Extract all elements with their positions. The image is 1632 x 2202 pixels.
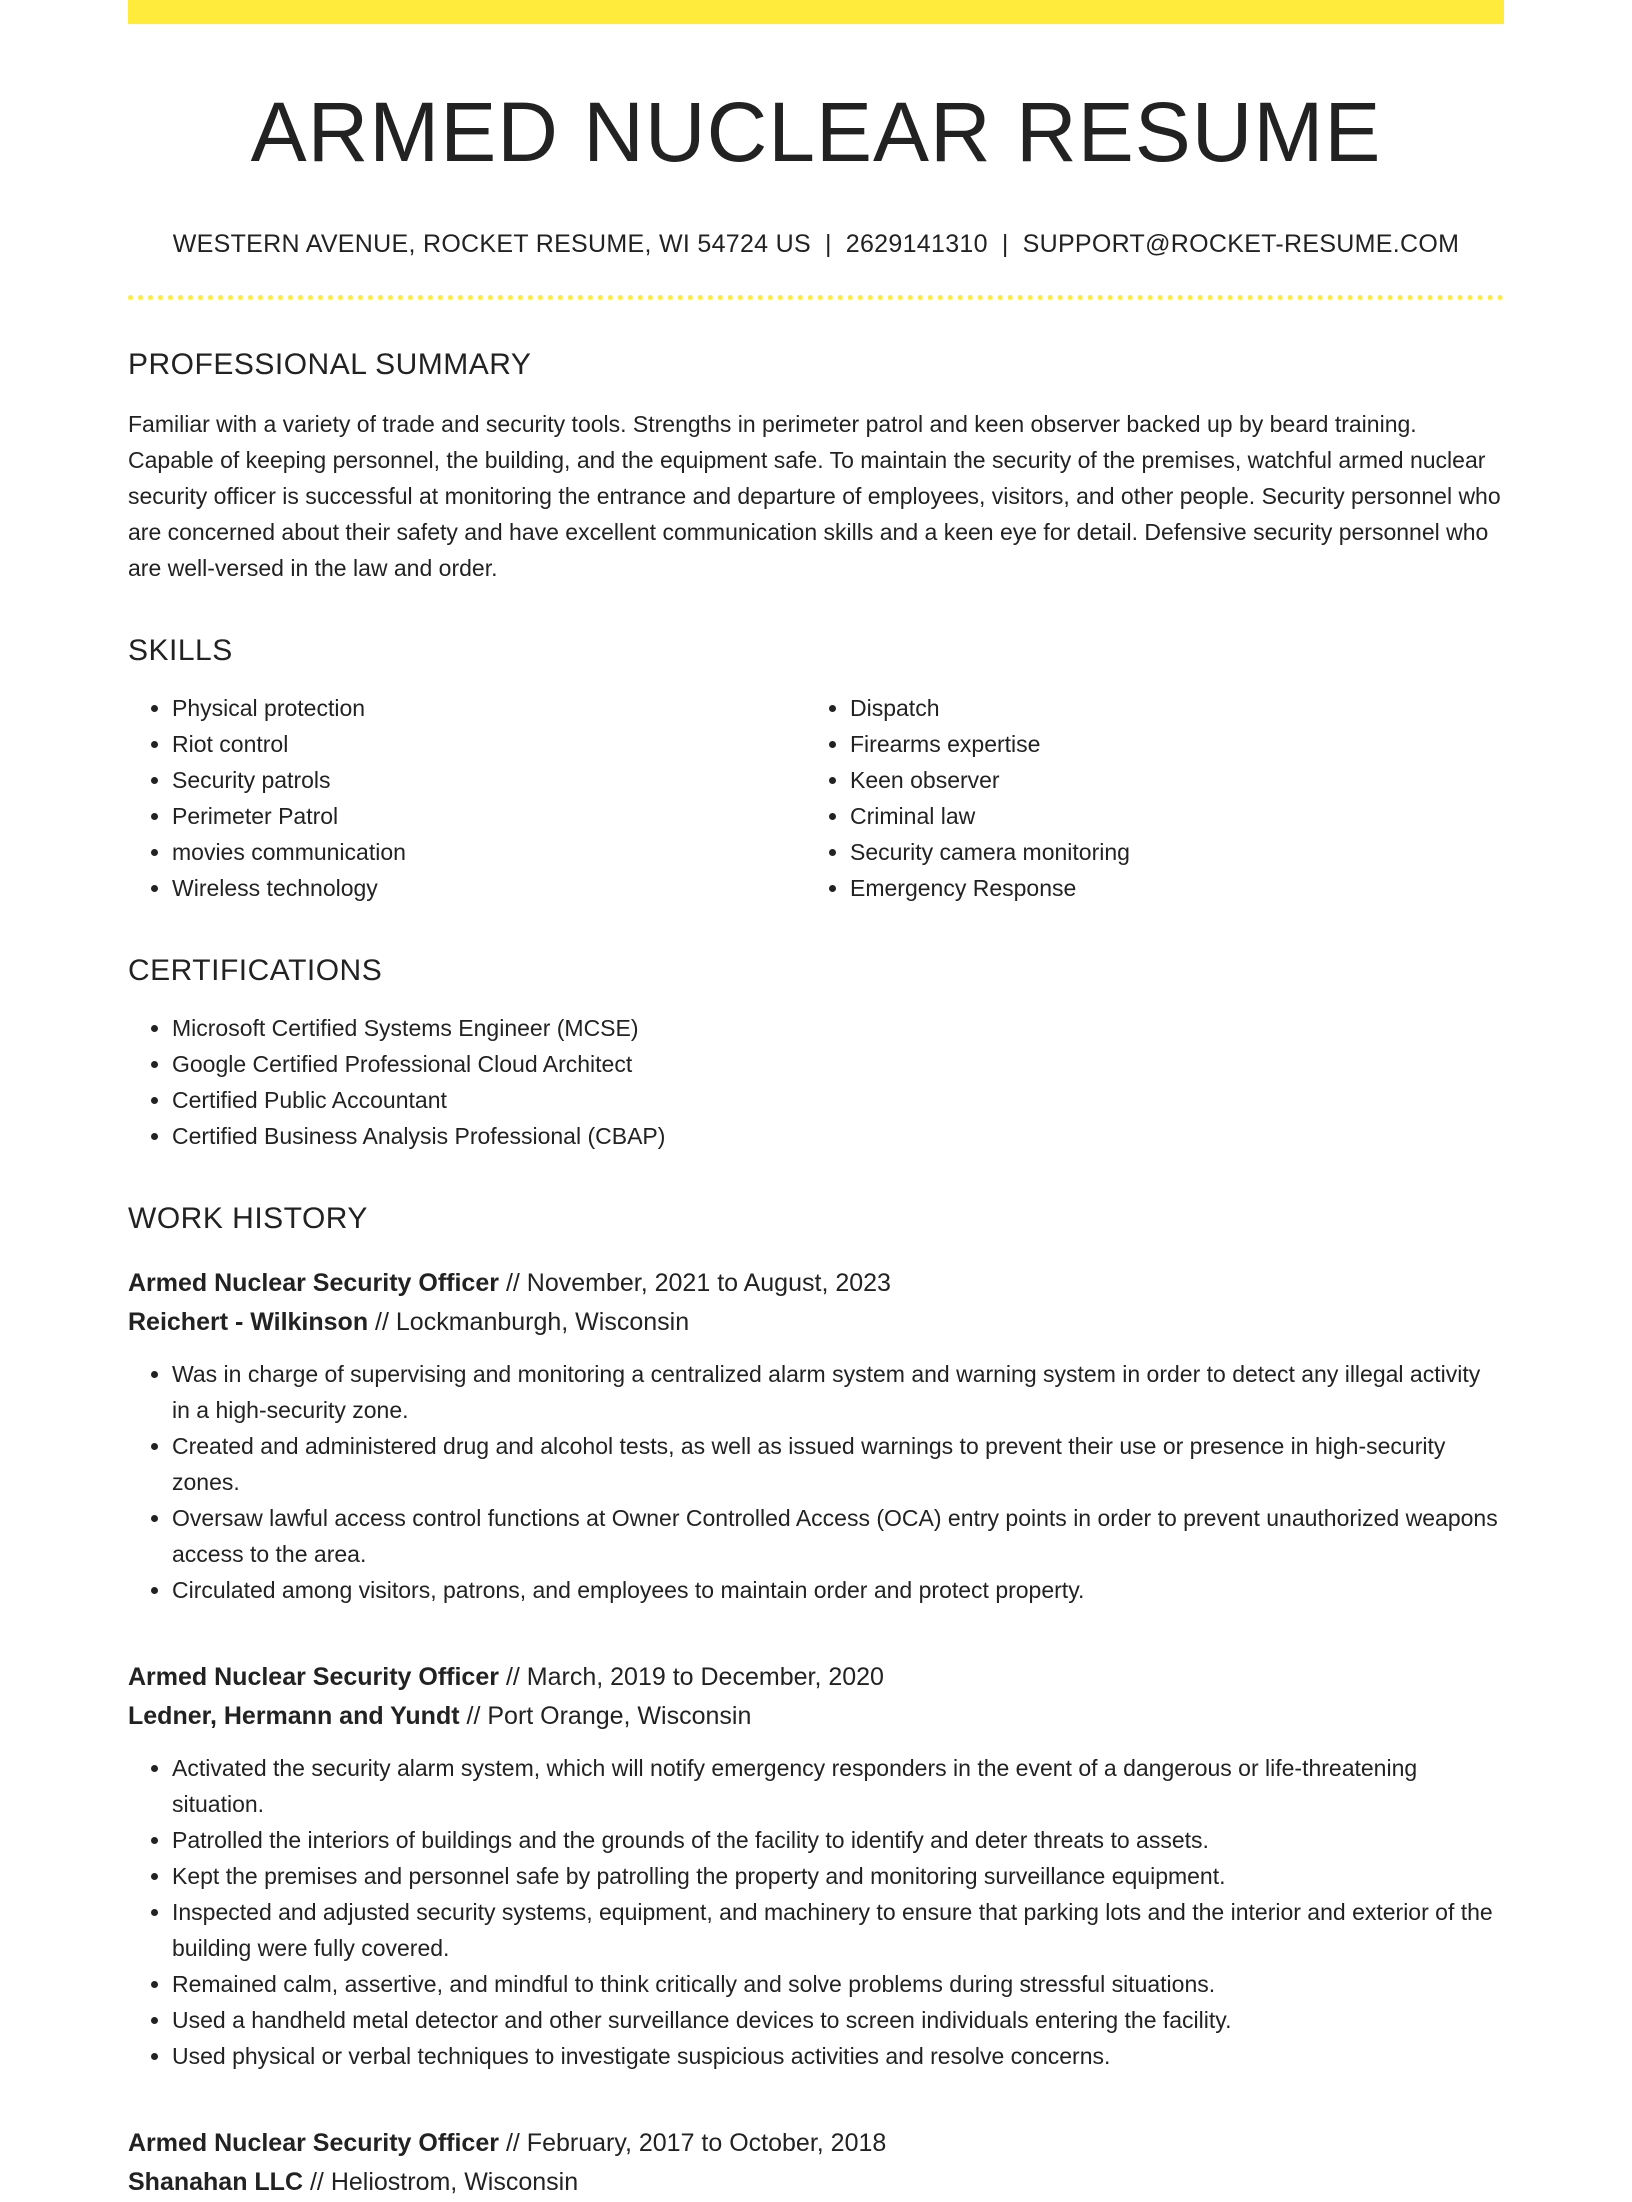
- job-dates: March, 2019 to December, 2020: [526, 1663, 884, 1692]
- job-location: Port Orange, Wisconsin: [487, 1702, 752, 1731]
- skill-item: • Dispatch: [850, 690, 1484, 726]
- certification-item: • Certified Public Accountant: [172, 1082, 1504, 1118]
- contact-line: [128, 230, 1504, 259]
- job-bullet: • Inspected and adjusted security systems, equipment, and machinery to ensure that parking lots and the interior and exterior of the building were fully covered.: [172, 1894, 1504, 1966]
- job-separator: //: [505, 1269, 520, 1298]
- contact-address: WESTERN AVENUE, ROCKET RESUME, WI 54724 US: [172, 230, 811, 259]
- skill-item: • Perimeter Patrol: [172, 798, 806, 834]
- top-accent-bar: [128, 0, 1504, 24]
- skill-item: • Wireless technology: [172, 870, 806, 906]
- job-separator: //: [505, 1663, 520, 1692]
- skill-item: • Physical protection: [172, 690, 806, 726]
- job-location: Lockmanburgh, Wisconsin: [395, 1308, 690, 1337]
- job-bullets: [128, 1750, 1504, 2074]
- job-entry: [128, 1658, 1504, 2074]
- job-entry: [128, 2124, 1504, 2202]
- job-bullet: • Created and administered drug and alcohol tests, as well as issued warnings to prevent their use or presence in high-security zones.: [172, 1428, 1504, 1500]
- contact-phone: 2629141310: [845, 230, 988, 259]
- job-company: Reichert - Wilkinson: [128, 1308, 369, 1337]
- job-title-line: [128, 1264, 1504, 1303]
- skill-item: • movies communication: [172, 834, 806, 870]
- job-role: Armed Nuclear Security Officer: [128, 1663, 499, 1692]
- skills-list-left: [128, 690, 806, 906]
- skill-item: • Firearms expertise: [850, 726, 1484, 762]
- skill-item: • Keen observer: [850, 762, 1484, 798]
- summary-heading: PROFESSIONAL SUMMARY: [128, 348, 532, 382]
- contact-separator: |: [824, 230, 832, 259]
- job-separator: //: [309, 2168, 324, 2197]
- job-bullet: • Remained calm, assertive, and mindful to think critically and solve problems during stressful situations.: [172, 1966, 1504, 2002]
- job-company-line: [128, 2163, 1504, 2202]
- skills-grid: [128, 690, 1504, 906]
- job-separator: //: [466, 1702, 481, 1731]
- job-company-line: [128, 1303, 1504, 1342]
- job-role: Armed Nuclear Security Officer: [128, 2129, 499, 2158]
- job-title-line: [128, 2124, 1504, 2163]
- job-title-line: [128, 1658, 1504, 1697]
- skill-item: • Riot control: [172, 726, 806, 762]
- certifications-heading: CERTIFICATIONS: [128, 954, 383, 988]
- job-company: Shanahan LLC: [128, 2168, 304, 2197]
- certification-item: • Microsoft Certified Systems Engineer (MCSE): [172, 1010, 1504, 1046]
- job-entry: [128, 1264, 1504, 1608]
- job-company: Ledner, Hermann and Yundt: [128, 1702, 460, 1731]
- contact-separator: |: [1001, 230, 1009, 259]
- certification-item: • Certified Business Analysis Professional (CBAP): [172, 1118, 1504, 1154]
- resume-page: [128, 0, 1504, 2202]
- job-separator: //: [505, 2129, 520, 2158]
- job-location: Heliostrom, Wisconsin: [330, 2168, 579, 2197]
- job-company-line: [128, 1697, 1504, 1736]
- job-separator: //: [375, 1308, 389, 1337]
- skills-list-right: [806, 690, 1484, 906]
- job-bullet: • Circulated among visitors, patrons, and employees to maintain order and protect property.: [172, 1572, 1504, 1608]
- dotted-divider: [128, 295, 1504, 300]
- job-bullets: [128, 1356, 1504, 1608]
- job-dates: November, 2021 to August, 2023: [526, 1269, 891, 1298]
- skill-item: • Security camera monitoring: [850, 834, 1484, 870]
- job-dates: February, 2017 to October, 2018: [526, 2129, 887, 2158]
- job-role: Armed Nuclear Security Officer: [128, 1269, 499, 1298]
- job-bullet: • Activated the security alarm system, which will notify emergency responders in the event of a dangerous or life-threatening situation.: [172, 1750, 1504, 1822]
- job-bullet: • Used a handheld metal detector and other surveillance devices to screen individuals entering the facility.: [172, 2002, 1504, 2038]
- job-bullet: • Oversaw lawful access control functions at Owner Controlled Access (OCA) entry points in order to prevent unauthorized weapons access to the area.: [172, 1500, 1504, 1572]
- job-bullet: • Patrolled the interiors of buildings and the grounds of the facility to identify and deter threats to assets.: [172, 1822, 1504, 1858]
- resume-name: ARMED NUCLEAR RESUME: [250, 85, 1382, 179]
- certifications-list: [128, 1010, 1504, 1154]
- job-bullet: • Was in charge of supervising and monitoring a centralized alarm system and warning system in order to detect any illegal activity in a high-security zone.: [172, 1356, 1504, 1428]
- skill-item: • Criminal law: [850, 798, 1484, 834]
- summary-text: Familiar with a variety of trade and security tools. Strengths in perimeter patrol and keen observer backed up by beard training. Capable of keeping personnel, the building, and the equipment safe. To maintain the security of the premises, watchful armed nuclear security officer is successful at monitoring the entrance and departure of employees, visitors, and other people. Security personnel who are concerned about their safety and have excellent communication skills and a keen eye for detail. Defensive security personnel who are well-versed in the law and order.: [128, 411, 1501, 582]
- job-bullet: • Used physical or verbal techniques to investigate suspicious activities and resolve concerns.: [172, 2038, 1504, 2074]
- skill-item: • Security patrols: [172, 762, 806, 798]
- certification-item: • Google Certified Professional Cloud Architect: [172, 1046, 1504, 1082]
- contact-email: SUPPORT@ROCKET-RESUME.COM: [1022, 230, 1460, 259]
- job-bullet: • Kept the premises and personnel safe by patrolling the property and monitoring surveillance equipment.: [172, 1858, 1504, 1894]
- work-history-heading: WORK HISTORY: [128, 1202, 368, 1236]
- skills-heading: SKILLS: [128, 634, 233, 668]
- skill-item: • Emergency Response: [850, 870, 1484, 906]
